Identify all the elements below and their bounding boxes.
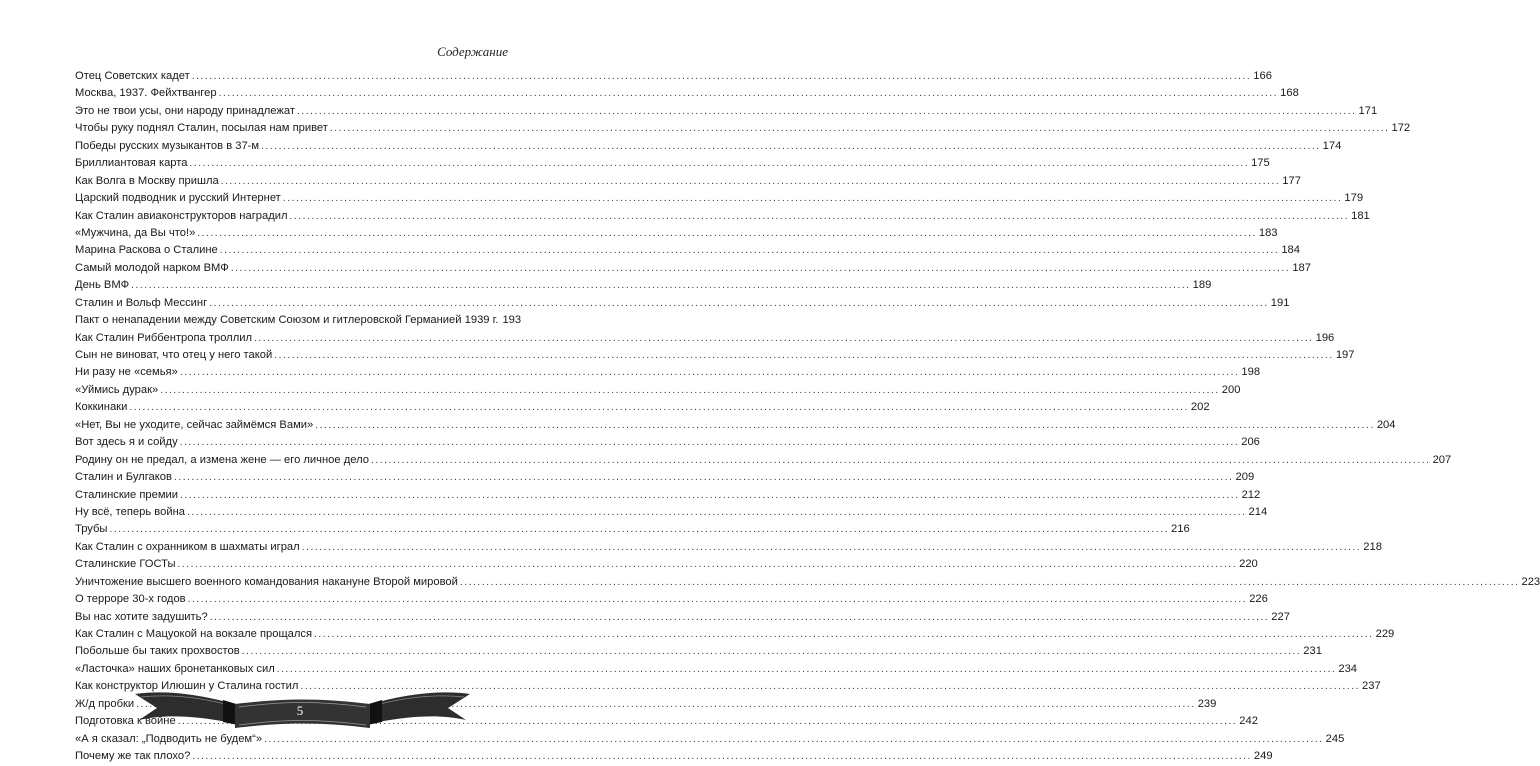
toc-entry (75, 521, 1190, 538)
dot-leader (315, 417, 1375, 434)
dot-leader (220, 242, 1280, 259)
toc-entry-title: Как Сталин с Мацуокой на вокзале прощался (75, 628, 313, 640)
dot-leader (180, 487, 1240, 504)
toc-entry (75, 661, 1358, 678)
toc-entry-page: 223 (1521, 575, 1540, 588)
dot-leader (371, 452, 1431, 469)
toc-entry (75, 208, 1370, 225)
toc-entry-page: 242 (1239, 715, 1258, 728)
toc-entry (75, 591, 1268, 608)
dot-leader (290, 208, 1350, 225)
toc-entry-title: Сталин и Булгаков (75, 471, 172, 484)
dot-leader (330, 120, 1390, 137)
toc-entry-page: 184 (1281, 244, 1300, 257)
toc-entry-page: 172 (1391, 122, 1411, 135)
toc-entry-title: «Нет, Вы не уходите, сейчас займёмся Вами» (75, 418, 314, 431)
toc-entry-page: 216 (1171, 523, 1190, 536)
toc-entry-page: 234 (1338, 662, 1358, 675)
dot-leader (242, 643, 1302, 660)
toc-entry (75, 539, 1382, 556)
toc-entry (75, 85, 1299, 102)
page-number: 5 (296, 703, 304, 718)
dot-leader (302, 539, 1362, 556)
toc-entry-page: 245 (1325, 732, 1345, 745)
toc-entry-page: 249 (1253, 750, 1273, 763)
toc-entry-page: 191 (1270, 296, 1290, 309)
toc-entry (75, 120, 1411, 137)
toc-entry-title: Трубы (75, 523, 108, 536)
toc-entry-title: Как конструктор Илюшин у Сталина гостил (75, 680, 299, 693)
dot-leader (460, 574, 1520, 591)
toc-entry-title: Ни разу не «семья» (75, 366, 178, 379)
toc-entry-page: 181 (1351, 209, 1370, 222)
toc-entry-title: Побольше бы таких прохвостов (75, 645, 240, 658)
toc-entry (75, 330, 1335, 347)
toc-entry-title: Это не твои усы, они народу принадлежат (75, 104, 295, 117)
dot-leader (283, 190, 1343, 207)
toc-entry-page: 189 (1192, 279, 1212, 292)
toc-entry-page: 193 (502, 314, 522, 327)
toc-entry-page: 202 (1190, 401, 1210, 414)
dot-leader (210, 609, 1270, 626)
dot-leader (219, 85, 1279, 102)
toc-entry-title: Отец Советских кадет (75, 70, 190, 82)
toc-entry (75, 556, 1258, 573)
dot-leader (192, 748, 1252, 765)
toc-entry-page: 177 (1282, 174, 1301, 187)
toc-entry-title: Ну всё, теперь война (75, 505, 185, 518)
toc-entry (75, 399, 1210, 416)
toc-entry-page: 179 (1344, 192, 1364, 205)
toc-entry (75, 173, 1301, 190)
toc-entry (75, 748, 1273, 765)
toc-entry-page: 239 (1197, 697, 1217, 710)
toc-entry-page: 212 (1241, 488, 1261, 501)
dot-leader (131, 277, 1191, 294)
toc-entry-page: 183 (1258, 226, 1278, 239)
toc-entry-title: Царский подводник и русский Интернет (75, 192, 281, 205)
toc-entry-title: Почему же так плохо? (75, 750, 191, 763)
toc-entry (75, 643, 1322, 660)
dot-leader (277, 661, 1337, 678)
toc-entry-title: Чтобы руку поднял Сталин, посылая нам привет (75, 122, 328, 135)
toc-entry-page: 207 (1432, 453, 1452, 466)
toc-entry-page: 200 (1221, 383, 1241, 396)
toc-entry (75, 225, 1278, 242)
dot-leader (274, 347, 1334, 364)
toc-entry (75, 609, 1290, 626)
toc-entry-title: Как Сталин с охранником в шахматы играл (75, 540, 300, 553)
toc-entry-title: Вот здесь я и сойду (75, 436, 178, 449)
toc-entry (75, 277, 1212, 294)
dot-leader (160, 382, 1220, 399)
dot-leader (314, 626, 1374, 643)
toc-entry (75, 574, 1540, 591)
toc-entry (75, 504, 1268, 521)
toc-entry-title: Бриллиантовая карта (75, 157, 188, 170)
toc-entry-page: 226 (1249, 593, 1268, 606)
toc-entry-title: Коккинаки (75, 401, 128, 414)
dot-leader (178, 556, 1238, 573)
toc-entry (75, 155, 1270, 172)
toc-entry-page: 209 (1235, 471, 1255, 484)
toc-entry-page: 197 (1335, 349, 1355, 361)
table-of-contents (75, 68, 1540, 766)
toc-entry-title: Как Сталин Риббентропа троллил (75, 331, 253, 344)
dot-leader (129, 399, 1189, 416)
toc-entry-page: 227 (1271, 610, 1290, 623)
toc-entry (75, 260, 1311, 277)
toc-entry-title: «А я сказал: „Подводить не будем“» (75, 732, 263, 745)
toc-entry-title: Уничтожение высшего военного командования накануне Второй мировой (75, 575, 458, 588)
toc-entry-title: Самый молодой нарком ВМФ (75, 261, 229, 274)
toc-entry (75, 487, 1261, 504)
toc-entry (75, 103, 1378, 120)
dot-leader (188, 591, 1248, 608)
toc-entry-page: 231 (1303, 645, 1322, 658)
toc-entry-title: О терроре 30-х годов (75, 593, 186, 606)
toc-entry-title: «Ласточка» наших бронетанковых сил (75, 662, 275, 675)
toc-entry-title: Ж/д пробки (75, 697, 135, 710)
toc-entry-page: 166 (1253, 70, 1272, 82)
toc-entry (75, 295, 1290, 312)
toc-entry-page: 206 (1241, 436, 1260, 449)
dot-leader (209, 295, 1269, 312)
toc-entry (75, 138, 1342, 155)
dot-leader (187, 504, 1247, 521)
toc-entry-page: 171 (1358, 104, 1378, 117)
toc-entry-page: 198 (1241, 366, 1261, 379)
toc-entry (75, 626, 1395, 643)
toc-entry-title: Как Сталин авиаконструкторов наградил (75, 209, 288, 222)
toc-entry-page: 196 (1315, 331, 1335, 344)
dot-leader (192, 68, 1252, 85)
toc-entry (75, 347, 1355, 364)
dot-leader (231, 260, 1291, 277)
toc-entry-page: 218 (1363, 540, 1382, 553)
toc-entry (75, 190, 1364, 207)
dot-leader (197, 225, 1257, 242)
toc-entry-title: «Мужчина, да Вы что!» (75, 226, 196, 239)
toc-entry-title: Как Волга в Москву пришла (75, 174, 219, 187)
dot-leader (254, 330, 1314, 347)
toc-entry (75, 434, 1260, 451)
toc-entry-title: День ВМФ (75, 279, 130, 292)
toc-entry-page: 174 (1322, 139, 1342, 152)
toc-entry-page: 187 (1292, 261, 1311, 274)
dot-leader (221, 173, 1281, 190)
toc-entry-page: 175 (1251, 157, 1270, 170)
toc-entry (75, 417, 1396, 434)
toc-entry-page: 168 (1280, 87, 1299, 100)
toc-entry (75, 452, 1452, 469)
toc-entry-title: «Уймись дурак» (75, 383, 159, 396)
toc-entry-page: 229 (1375, 628, 1395, 640)
dot-leader (174, 469, 1234, 486)
toc-entry-title: Победы русских музыкантов в 37-м (75, 139, 260, 152)
toc-entry-title: Сын не виноват, что отец у него такой (75, 349, 273, 361)
toc-entry (75, 242, 1300, 259)
toc-entry-title: Вы нас хотите задушить? (75, 610, 208, 623)
toc-entry (75, 469, 1255, 486)
toc-entry-title: Марина Раскова о Сталине (75, 244, 218, 257)
toc-entry-title: Сталин и Вольф Мессинг (75, 296, 208, 309)
toc-entry (75, 312, 522, 329)
running-header: Содержание (437, 44, 508, 59)
toc-entry-page: 204 (1376, 418, 1396, 431)
toc-entry-page: 237 (1362, 680, 1381, 693)
toc-entry (75, 68, 1272, 85)
toc-entry-title: Сталинские ГОСТы (75, 558, 176, 571)
dot-leader (180, 434, 1240, 451)
toc-entry-page: 214 (1248, 505, 1268, 518)
toc-entry-title: Сталинские премии (75, 488, 179, 501)
dot-leader (190, 155, 1250, 172)
toc-entry-title: Пакт о ненападении между Советским Союзом и гитлеровской Германией 1939 г. (75, 314, 499, 327)
toc-entry-title: Подготовка к войне (75, 715, 176, 728)
toc-entry-page: 220 (1239, 558, 1258, 571)
toc-entry-title: Родину он не предал, а измена жене — его личное дело (75, 453, 369, 466)
dot-leader (109, 521, 1169, 538)
dot-leader (180, 364, 1240, 381)
toc-entry (75, 364, 1261, 381)
dot-leader (297, 103, 1357, 120)
toc-entry (75, 382, 1241, 399)
toc-entry-title: Москва, 1937. Фейхтвангер (75, 87, 217, 100)
dot-leader (261, 138, 1321, 155)
